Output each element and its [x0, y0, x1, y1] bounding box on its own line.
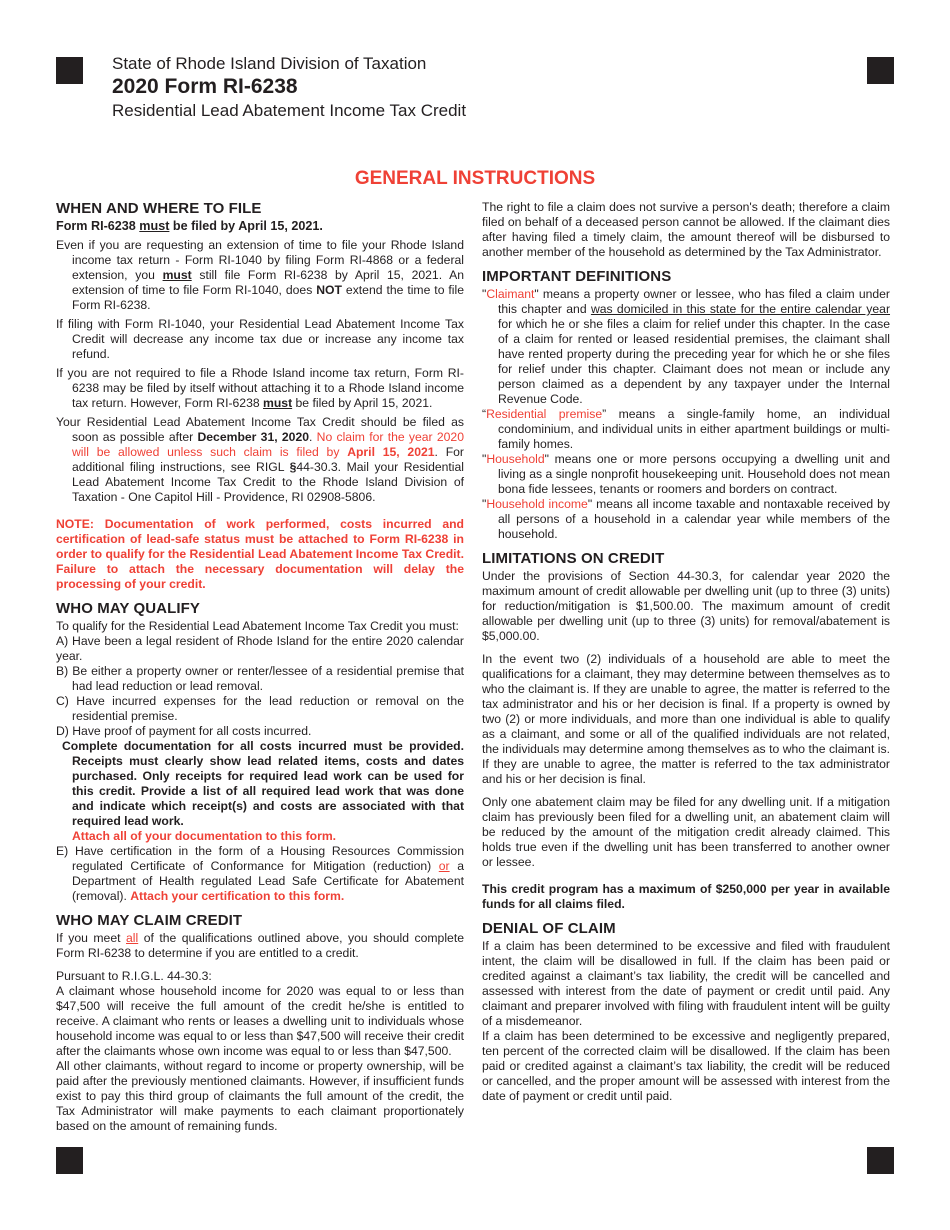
who-claim-heading: WHO MAY CLAIM CREDIT: [56, 912, 243, 929]
filing-timing-paragraph: Your Residential Lead Abatement Income Tax Credit should be filed as soon as possible after December 31, 2020. No claim for the year 2020 will be allowed unless such claim is filed by April 15, 2021. For additional filing instructions, see RIGL §44-30.3. Mail your Residential Lead Abatement Income Tax Credit to the Rhode Island Division of Taxation - One Capitol Hill - Providence, RI 02908-5806.: [56, 415, 464, 504]
agency-name: State of Rhode Island Division of Taxation: [112, 54, 427, 73]
documentation-note: NOTE: Documentation of work performed, costs incurred and certification of lead-safe status must be attached to Form RI-6238 in order to qualify for the Residential Lead Abatement Income Tax Credit. Failure to attach the necessary documentation will delay the processing of your credit.: [56, 517, 464, 591]
right-to-file-paragraph: The right to file a claim does not survive a person's death; therefore a claim filed on behalf of a deceased person cannot be allowed. If the claimant dies after having filed a timely claim, the amount thereof will be disbursed to another member of the household as determined by the Tax Administrator.: [482, 200, 890, 259]
documentation-requirement: Complete documentation for all costs incurred must be provided. Receipts must clearly show lead related items, costs and dates purchased. Only receipts for required lead work can be used for this credit. Provide a list of all required lead work that was done and indicate which receipt(s) and costs are associated with that required lead work.: [62, 739, 464, 828]
qualify-item-a: A) Have been a legal resident of Rhode Island for the entire 2020 calendar year.: [56, 634, 464, 663]
registration-mark-bottom-right: [867, 1147, 894, 1174]
general-instructions-title: GENERAL INSTRUCTIONS: [354, 168, 596, 189]
extension-paragraph: Even if you are requesting an extension of time to file your Rhode Island income tax return - Form RI-1040 by filing Form RI-4868 or a federal extension, you must still file Form RI-6238 by April 15, 2021. An extension of time to file Form RI-1040, does NOT extend the time to file Form RI-6238.: [56, 238, 464, 312]
limitations-one-claim: Only one abatement claim may be filed for any dwelling unit. If a mitigation claim has previously been filed for a dwelling unit, an abatement claim will be reduced by the amount of the mitigation credit already claimed. This holds true even if the dwelling unit has been transferred to another owner or lessee.: [482, 795, 890, 869]
registration-mark-top-right: [867, 57, 894, 84]
qualify-item-b: B) Be either a property owner or renter/lessee of a residential premise that had lead reduction or lead removal.: [56, 664, 464, 693]
qualify-item-c: C) Have incurred expenses for the lead reduction or removal on the residential premise.: [56, 694, 464, 723]
limitations-heading: LIMITATIONS ON CREDIT: [482, 550, 665, 567]
attach-documentation: Attach all of your documentation to this form.: [72, 829, 337, 843]
definition-household-income: "Household income" means all income taxable and nontaxable received by all persons of a household in a calendar year while members of the household.: [482, 497, 890, 541]
form-subtitle: Residential Lead Abatement Income Tax Credit: [112, 101, 467, 120]
left-column: [56, 200, 464, 1134]
denial-negligent: If a claim has been determined to be excessive and negligently prepared, ten percent of the corrected claim will be disallowed. If the claim has been paid or credited against a claimant’s tax liability, the credit will be reduced or cancelled, and the proper amount will be assessed with interest from the date of payment or credit until paid.: [482, 1029, 890, 1103]
qualify-item-e: E) Have certification in the form of a Housing Resources Commission regulated Certificate of Conformance for Mitigation (reduction) or a Department of Health regulated Lead Safe Certificate for Abatement (removal). Attach your certification to this form.: [56, 844, 464, 903]
limitations-amounts: Under the provisions of Section 44-30.3, for calendar year 2020 the maximum amount of credit allowable per dwelling unit (up to three (3) units) for reduction/mitigation is $1,500.00. The maximum amount of credit allowable per dwelling unit (up to three (3) units) for removal/abatement is $5,000.00.: [482, 569, 890, 643]
other-claimants: All other claimants, without regard to income or property ownership, will be paid after the previously mentioned claimants. However, if insufficient funds exist to pay this third group of claimants the full amount of the credit, the Tax Administrator will make payments to each claimant proportionately based on the amount of remaining funds.: [56, 1059, 464, 1133]
form-title: 2020 Form RI-6238: [112, 75, 298, 98]
definition-household: "Household" means one or more persons occupying a dwelling unit and living as a single nonprofit housekeeping unit. Household does not mean bona fide lessees, tenants or roomers and borders on contract.: [482, 452, 890, 496]
qualify-intro: To qualify for the Residential Lead Abatement Income Tax Credit you must:: [56, 619, 459, 633]
definition-claimant: "Claimant" means a property owner or lessee, who has filed a claim under this chapter and was domiciled in this state for the entire calendar year for which he or she files a claim for relief under this chapter. In the case of a claim for rented or leased residential premises, the claimant shall have rented property during the preceding year for which he or she files for relief under this chapter. Claimant does not mean or include any person claimed as a dependent by any taxpayer under the Internal Revenue Code.: [482, 287, 891, 406]
registration-mark-top-left: [56, 57, 83, 84]
right-column: [482, 200, 890, 1104]
denial-heading: DENIAL OF CLAIM: [482, 920, 616, 937]
denial-fraudulent: If a claim has been determined to be excessive and filed with fraudulent intent, the claim will be disallowed in full. If the claim has been paid or credited against a claimant’s tax liability, the credit will be cancelled and assessed with interest from the date of payment or credit until paid. Any claimant and preparer involved with filing with fraudulent intent will be guilty of a misdemeanor.: [482, 939, 890, 1028]
definition-residential-premise: “Residential premise” means a single-family home, an individual condominium, and individual units in either apartment buildings or multi-family homes.: [482, 407, 890, 451]
limitations-household-claimant: In the event two (2) individuals of a household are able to meet the qualifications for a claimant, they may determine between themselves as to who the claimant is. If they are unable to agree, the matter is referred to the tax administrator and his or her decision is final. If a property is owned by two (2) or more individuals, and more than one individual is able to qualify as a claimant, and some or all of the qualified individuals are not related, the individuals may determine among themselves as to who the claimant is. If they are unable to agree, the matter is referred to the tax administrator and his or her decision is final.: [482, 652, 890, 786]
filing-deadline: Form RI-6238 must be filed by April 15, 2021.: [56, 219, 323, 233]
claimant-priority: A claimant whose household income for 2020 was equal to or less than $47,500 will receive the full amount of the credit he/she is entitled to receive. A claimant who rents or leases a dwelling unit to individuals whose household income was equal to or less than $47,500 will receive their credit after the claimants whose own income was equal to or less than $47,500.: [56, 984, 464, 1058]
not-required-paragraph: If you are not required to file a Rhode Island income tax return, Form RI-6238 may be filed by itself without attaching it to a Rhode Island income tax return. However, Form RI-6238 must be filed by April 15, 2021.: [56, 366, 464, 410]
program-maximum: This credit program has a maximum of $250,000 per year in available funds for all claims filed.: [482, 882, 890, 911]
rigl-reference: Pursuant to R.I.G.L. 44-30.3:: [56, 969, 212, 983]
ri1040-paragraph: If filing with Form RI-1040, your Residential Lead Abatement Income Tax Credit will decrease any income tax due or increase any income tax refund.: [56, 317, 464, 361]
when-where-heading: WHEN AND WHERE TO FILE: [56, 200, 262, 217]
registration-mark-bottom-left: [56, 1147, 83, 1174]
qualify-item-d: D) Have proof of payment for all costs incurred.: [56, 724, 312, 738]
claim-intro: If you meet all of the qualifications outlined above, you should complete Form RI-6238 to determine if you are entitled to a credit.: [56, 931, 464, 960]
definitions-heading: IMPORTANT DEFINITIONS: [482, 268, 672, 285]
who-qualify-heading: WHO MAY QUALIFY: [56, 600, 201, 617]
